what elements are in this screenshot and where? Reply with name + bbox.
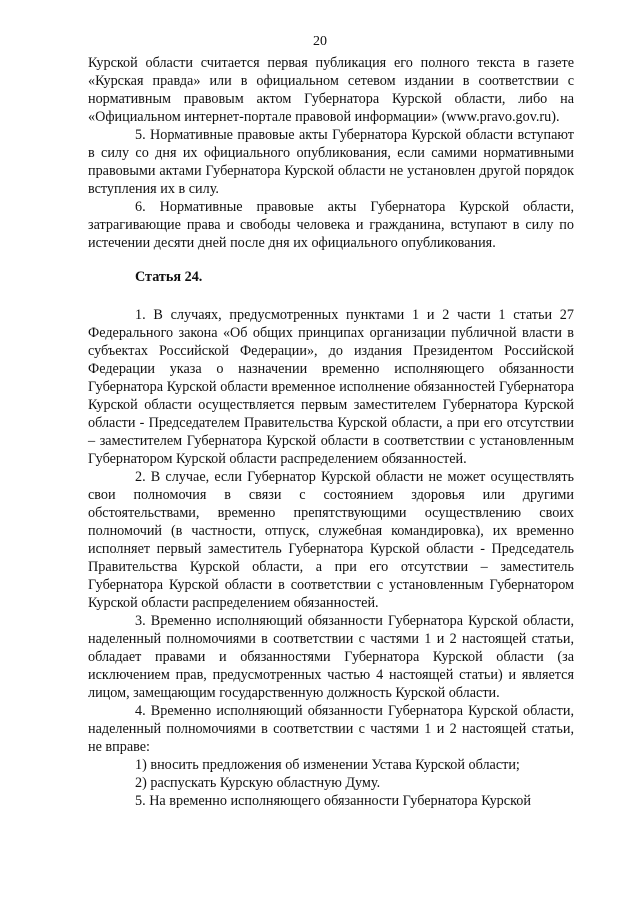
document-body bbox=[88, 54, 574, 810]
article-24-paragraph-4-item-1: 1) вносить предложения об изменении Устава Курской области; bbox=[135, 757, 520, 773]
article-24-paragraph-2: 2. В случае, если Губернатор Курской области не может осуществлять свои полномочия в связи с состоянием здоровья или другими обстоятельствами, временно препятствующими осуществлению своих полномочий (в частности, отпуск, служебная командировка), их временно исполняет первый заместитель Губернатора Курской области - Председатель Правительства Курской области, а при его отсутствии – заместитель Губернатора Курской области в соответствии с установленным Губернатором Курской области распределением обязанностей. bbox=[88, 469, 574, 611]
article-24-paragraph-5: 5. На временно исполняющего обязанности Губернатора Курской bbox=[135, 793, 531, 809]
page-number: 20 bbox=[313, 34, 327, 49]
article-24-heading: Статья 24. bbox=[135, 269, 203, 285]
article-24-paragraph-4: 4. Временно исполняющий обязанности Губернатора Курской области, наделенный полномочиями в соответствии с частями 1 и 2 настоящей статьи, не вправе: bbox=[88, 703, 574, 755]
article-23-paragraph-5: 5. Нормативные правовые акты Губернатора Курской области вступают в силу со дня их официального опубликования, если самими нормативными правовыми актами Губернатора Курской области не установлен другой порядок вступления их в силу. bbox=[88, 127, 574, 197]
article-24-paragraph-4-item-2: 2) распускать Курскую областную Думу. bbox=[135, 775, 381, 791]
article-23-paragraph-continued: Курской области считается первая публикация его полного текста в газете «Курская правда» или в официальном сетевом издании в соответствии с нормативным правовым актом Губернатора Курской области, либо на «Официальном интернет-портале правовой информации» (www.pravo.gov.ru). bbox=[88, 55, 574, 125]
article-24-paragraph-3: 3. Временно исполняющий обязанности Губернатора Курской области, наделенный полномочиями в соответствии с частями 1 и 2 настоящей статьи, обладает правами и обязанностями Губернатора Курской области (за исключением прав, предусмотренных частью 4 настоящей статьи) и является лицом, замещающим государственную должность Курской области. bbox=[88, 613, 574, 701]
article-24-paragraph-1: 1. В случаях, предусмотренных пунктами 1 и 2 части 1 статьи 27 Федерального закона «Об общих принципах организации публичной власти в субъектах Российской Федерации», до издания Президентом Российской Федерации указа о назначении временно исполняющего обязанности Губернатора Курской области временное исполнение обязанностей Губернатора Курской области осуществляется первым заместителем Губернатора Курской области - Председателем Правительства Курской области, а при его отсутствии – заместителем Губернатора Курской области в соответствии с установленным Губернатором Курской области распределением обязанностей. bbox=[88, 307, 574, 467]
article-23-paragraph-6: 6. Нормативные правовые акты Губернатора Курской области, затрагивающие права и свободы человека и гражданина, вступают в силу по истечении десяти дней после дня их официального опубликования. bbox=[88, 199, 574, 251]
